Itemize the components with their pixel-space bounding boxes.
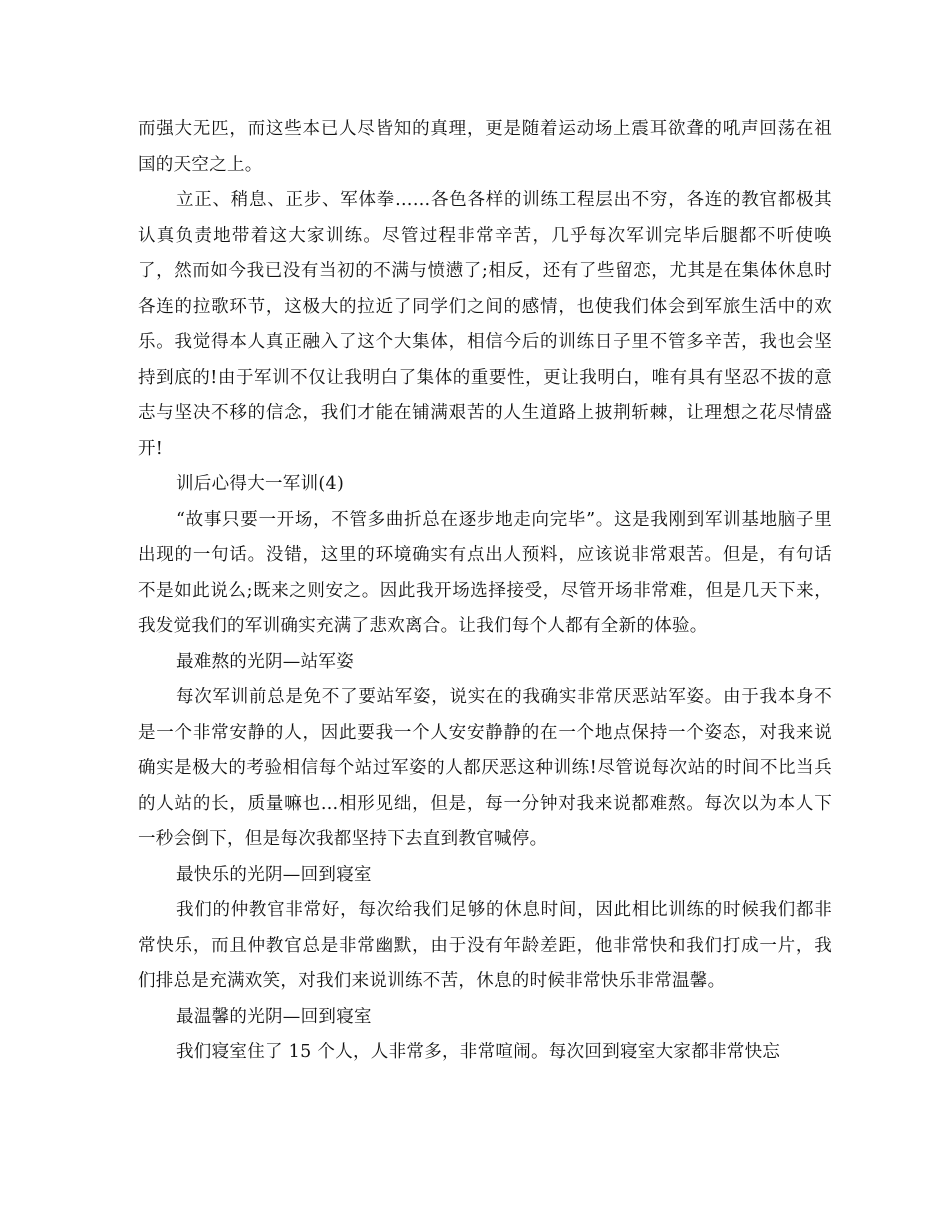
section-heading-2: 最难熬的光阴—站军姿 xyxy=(176,651,354,672)
paragraph-1: 而强大无匹，而这些本已人尽皆知的真理，更是随着运动场上震耳欲聋的吼声回荡在祖国的天空之上。 xyxy=(138,119,832,175)
section-heading-1: 训后心得大一军训(4) xyxy=(176,474,345,494)
paragraph-3: “故事只要一开场，不管多曲折总在逐步地走向完毕”。这是我刚到军训基地脑子里出现的一句话。没错，这里的环境确实有点出人预料，应该说非常艰苦。但是，有句话不是如此说么;既来之则安之。因此我开场选择接受，尽管开场非常难，但是几天下来，我发觉我们的军训确实充满了悲欢离合。让我们每个人都有全新的体验。 xyxy=(138,509,832,636)
section-heading-4: 最温馨的光阴—回到寝室 xyxy=(176,1006,372,1027)
paragraph-4: 每次军训前总是免不了要站军姿，说实在的我确实非常厌恶站军姿。由于我本身不是一个非常安静的人，因此要我一个人安安静静的在一个地点保持一个姿态，对我来说确实是极大的考验相信每个站过军姿的人都厌恶这种训练!尽管说每次站的时间不比当兵的人站的长，质量嘛也…相形见绌，但是，每一分钟对我来说都难熬。每次以为本人下一秒会倒下，但是每次我都坚持下去直到教官喊停。 xyxy=(138,687,832,849)
section-heading-3: 最快乐的光阴—回到寝室 xyxy=(176,864,372,885)
paragraph-6: 我们寝室住了 15 个人，人非常多，非常喧闹。每次回到寝室大家都非常快忘 xyxy=(176,1042,781,1062)
paragraph-5: 我们的仲教官非常好，每次给我们足够的休息时间，因此相比训练的时候我们都非常快乐，而且仲教官总是非常幽默，由于没有年龄差距，他非常快和我们打成一片，我们排总是充满欢笑，对我们来说训练不苦，休息的时候非常快乐非常温馨。 xyxy=(138,900,832,991)
document-page xyxy=(138,112,832,1071)
paragraph-2: 立正、稍息、正步、军体拳……各色各样的训练工程层出不穷，各连的教官都极其认真负责地带着这大家训练。尽管过程非常辛苦，几乎每次军训完毕后腿都不听使唤了，然而如今我已没有当初的不满与愤懑了;相反，还有了些留恋，尤其是在集体休息时各连的拉歌环节，这极大的拉近了同学们之间的感情，也使我们体会到军旅生活中的欢乐。我觉得本人真正融入了这个大集体，相信今后的训练日子里不管多辛苦，我也会坚持到底的!由于军训不仅让我明白了集体的重要性，更让我明白，唯有具有坚忍不拔的意志与坚决不移的信念，我们才能在铺满艰苦的人生道路上披荆斩棘，让理想之花尽情盛开! xyxy=(138,190,832,459)
